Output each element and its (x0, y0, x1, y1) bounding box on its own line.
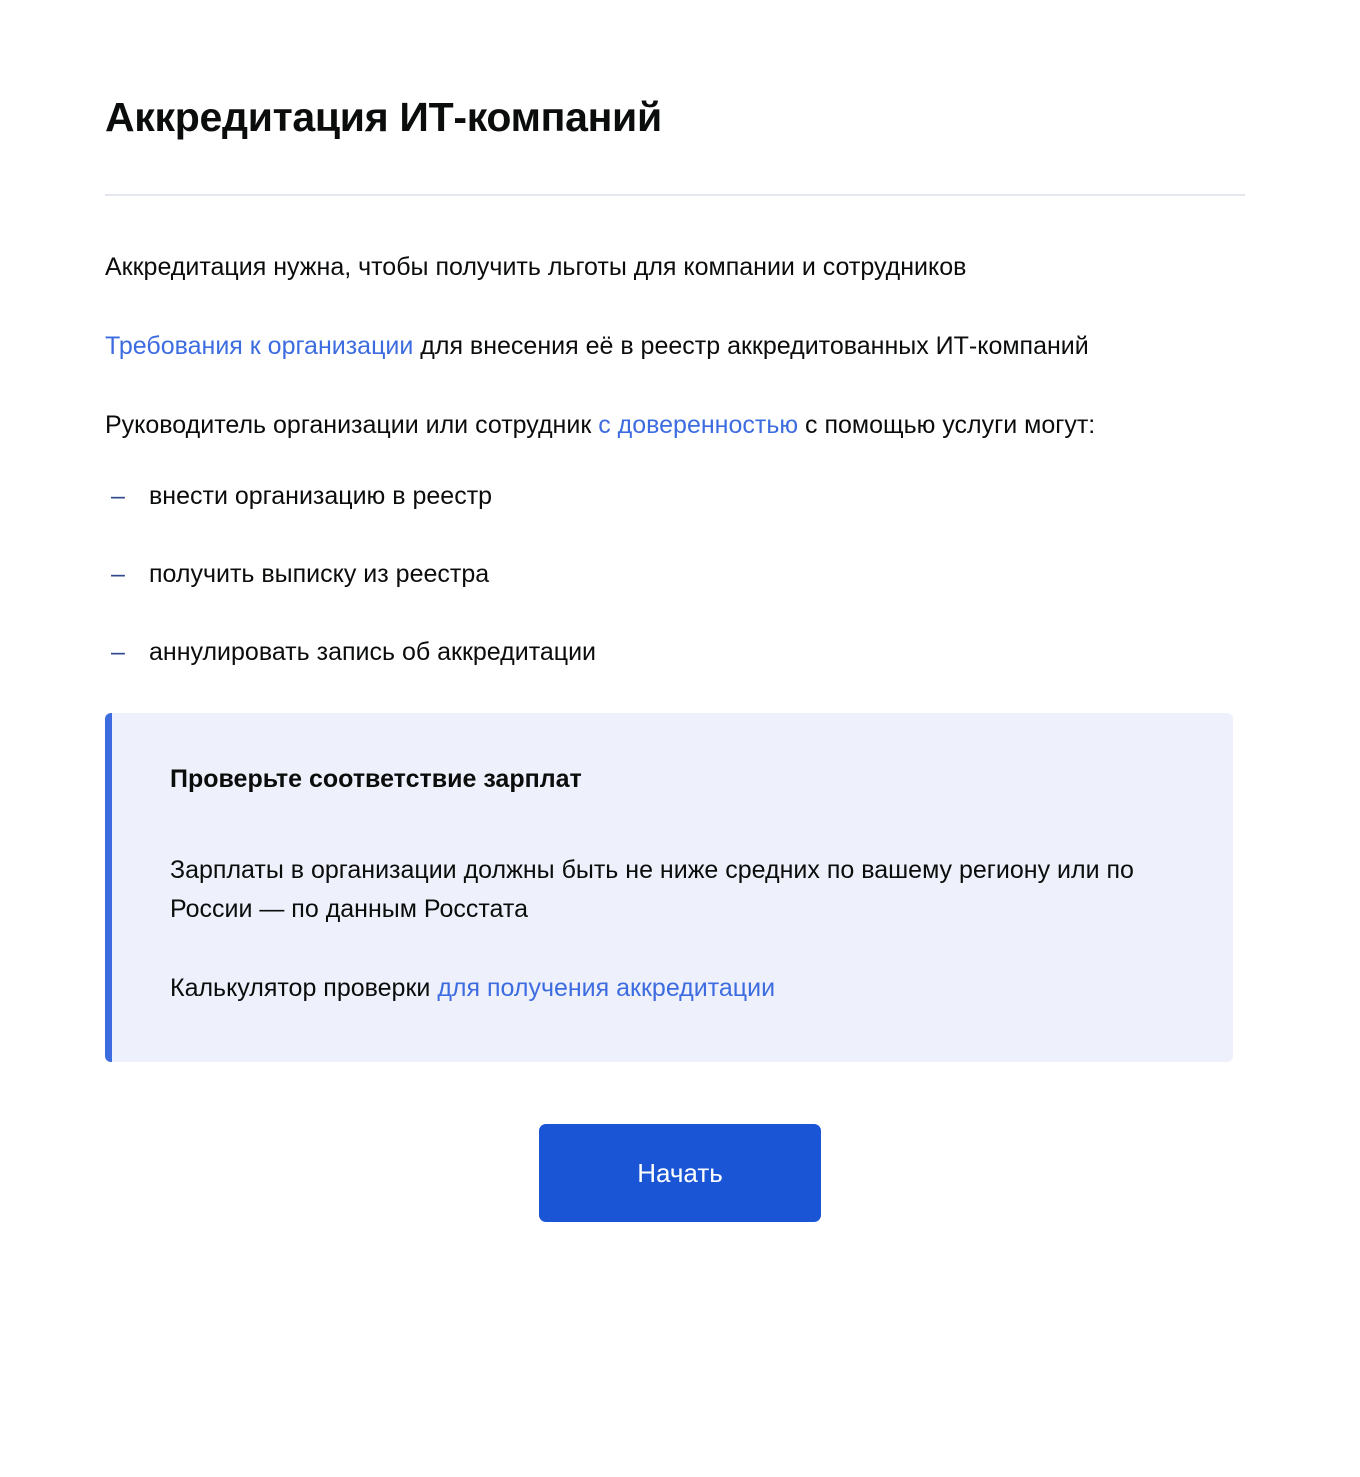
power-of-attorney-link[interactable]: с доверенностью (598, 411, 799, 439)
dash-bullet-icon: – (111, 560, 125, 588)
who-before-text: Руководитель организации или сотрудник (105, 411, 599, 439)
capabilities-list (105, 479, 1255, 669)
list-item-label: аннулировать запись об аккредитации (149, 638, 597, 666)
accreditation-calculator-link[interactable]: для получения аккредитации (437, 974, 776, 1002)
requirements-paragraph (105, 327, 1225, 366)
requirements-rest-text: для внесения её в реестр аккредитованных ИТ-компаний (413, 332, 1089, 360)
requirements-link[interactable]: Требования к организации (105, 332, 414, 360)
dash-bullet-icon: – (111, 638, 125, 666)
callout-title: Проверьте соответствие зарплат (170, 765, 582, 793)
who-after-text: с помощью услуги могут: (798, 411, 1096, 439)
list-item (105, 635, 1255, 669)
callout-description: Зарплаты в организации должны быть не ниже средних по вашему региону или по России — по данным Росстата (170, 856, 1134, 923)
list-item (105, 557, 1255, 591)
list-item (105, 479, 1255, 513)
salary-check-callout (105, 713, 1233, 1062)
title-divider (105, 194, 1245, 196)
start-button[interactable]: Начать (539, 1124, 821, 1222)
actions-row (105, 1124, 1255, 1222)
list-item-label: внести организацию в реестр (149, 482, 493, 510)
list-item-label: получить выписку из реестра (149, 560, 490, 588)
intro-paragraph: Аккредитация нужна, чтобы получить льготы для компании и сотрудников (105, 253, 967, 281)
calculator-paragraph (170, 969, 1175, 1008)
calculator-before-text: Калькулятор проверки (170, 974, 438, 1002)
page-title: Аккредитация ИТ-компаний (105, 94, 662, 140)
dash-bullet-icon: – (111, 482, 125, 510)
who-can-use-paragraph (105, 406, 1225, 445)
